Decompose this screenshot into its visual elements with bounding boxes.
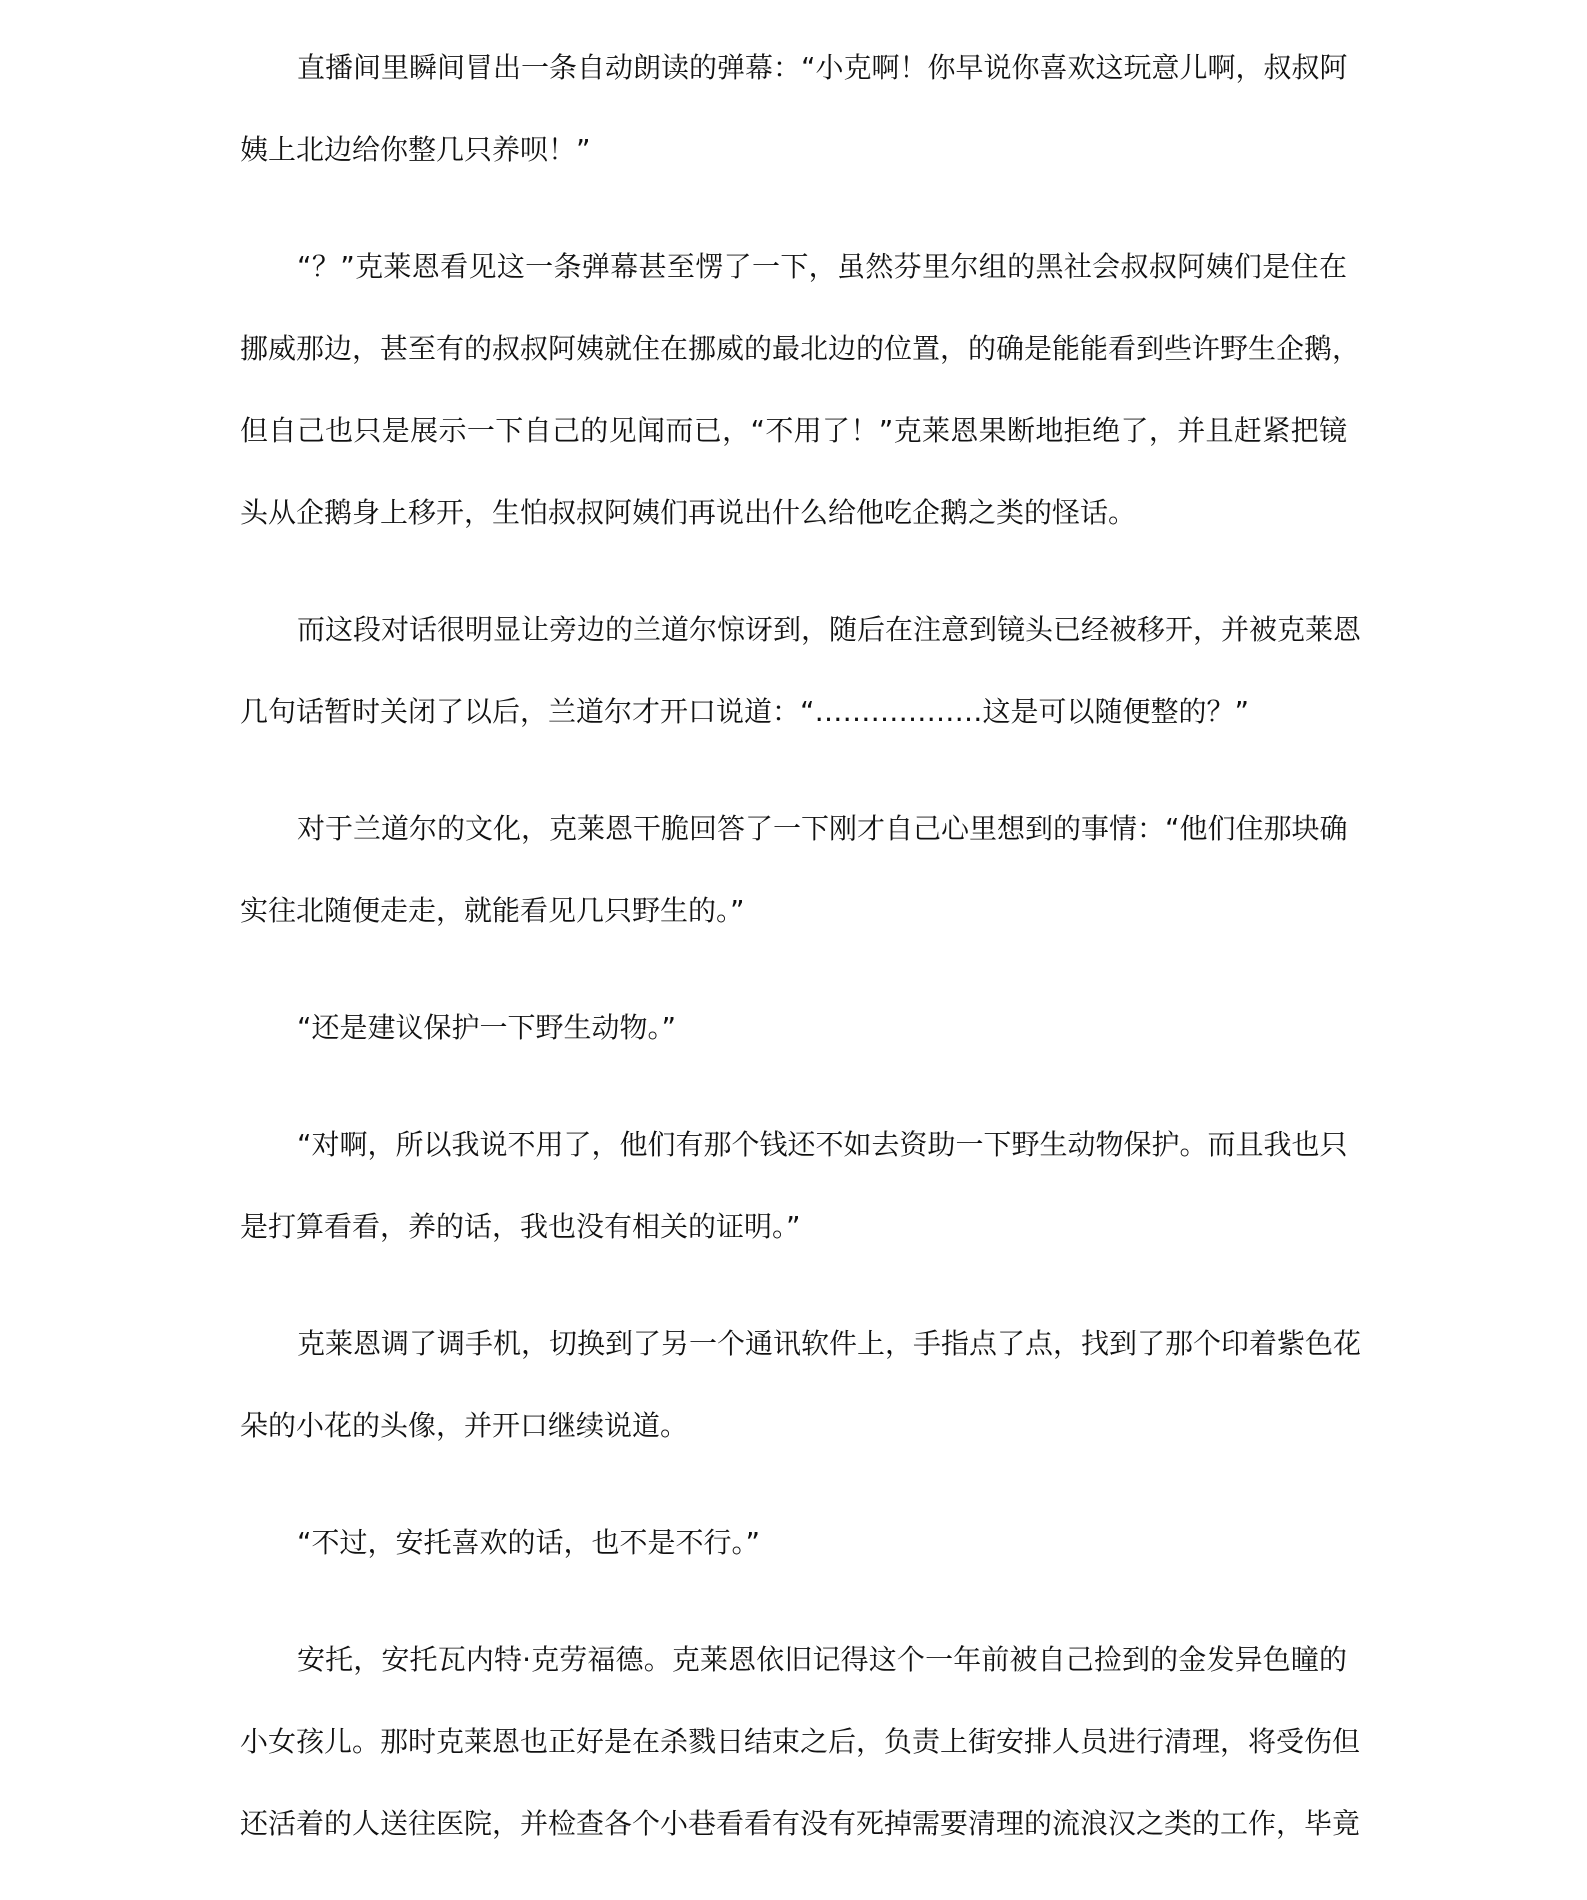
text-line: 直播间里瞬间冒出一条自动朗读的弹幕：“小克啊！你早说你喜欢这玩意儿啊，叔叔阿 (297, 51, 1348, 84)
text-line: “还是建议保护一下野生动物。” (297, 1011, 677, 1044)
text-line: 实往北随便走走，就能看见几只野生的。” (240, 894, 745, 927)
paragraph-6 (240, 1104, 1347, 1268)
document-page (240, 27, 1362, 1900)
text-line: 几句话暂时关闭了以后，兰道尔才开口说道：“………………这是可以随便整的？” (240, 695, 1250, 728)
text-line: 克莱恩调了调手机，切换到了另一个通讯软件上，手指点了点，找到了那个印着紫色花 (297, 1327, 1362, 1360)
text-line: 安托，安托瓦内特·克劳福德。克莱恩依旧记得这个一年前被自己捡到的金发异色瞳的 (297, 1643, 1347, 1676)
paragraph-7 (240, 1303, 1362, 1467)
text-line: “不过，安托喜欢的话，也不是不行。” (297, 1526, 761, 1559)
text-line: 朵的小花的头像，并开口继续说道。 (240, 1409, 689, 1442)
paragraph-3 (240, 589, 1362, 753)
text-line: 姨上北边给你整几只养呗！” (240, 133, 591, 166)
text-line: 但自己也只是展示一下自己的见闻而已，“不用了！”克莱恩果断地拒绝了，并且赶紧把镜 (240, 414, 1347, 447)
paragraph-2 (240, 226, 1361, 554)
text-line: 是打算看看，养的话，我也没有相关的证明。” (240, 1210, 801, 1243)
paragraph-5 (240, 987, 1347, 1069)
paragraph-4 (240, 788, 1347, 952)
text-line: 对于兰道尔的文化，克莱恩干脆回答了一下刚才自己心里想到的事情：“他们住那块确 (297, 812, 1348, 845)
paragraph-1 (240, 27, 1347, 191)
text-line: 挪威那边，甚至有的叔叔阿姨就住在挪威的最北边的位置，的确是能能看到些许野生企鹅， (240, 332, 1361, 365)
text-line: “？”克莱恩看见这一条弹幕甚至愣了一下，虽然芬里尔组的黑社会叔叔阿姨们是住在 (297, 250, 1347, 283)
text-line: 还活着的人送往医院，并检查各个小巷看看有没有死掉需要清理的流浪汉之类的工作，毕竟 (240, 1807, 1361, 1840)
text-line: 小女孩儿。那时克莱恩也正好是在杀戮日结束之后，负责上街安排人员进行清理，将受伤但 (240, 1725, 1361, 1758)
text-line: 而这段对话很明显让旁边的兰道尔惊讶到，随后在注意到镜头已经被移开，并被克莱恩 (297, 613, 1362, 646)
paragraph-9 (240, 1619, 1361, 1865)
paragraph-8 (240, 1502, 1347, 1584)
text-line: 头从企鹅身上移开，生怕叔叔阿姨们再说出什么给他吃企鹅之类的怪话。 (240, 496, 1137, 529)
text-line: “对啊，所以我说不用了，他们有那个钱还不如去资助一下野生动物保护。而且我也只 (297, 1128, 1348, 1161)
